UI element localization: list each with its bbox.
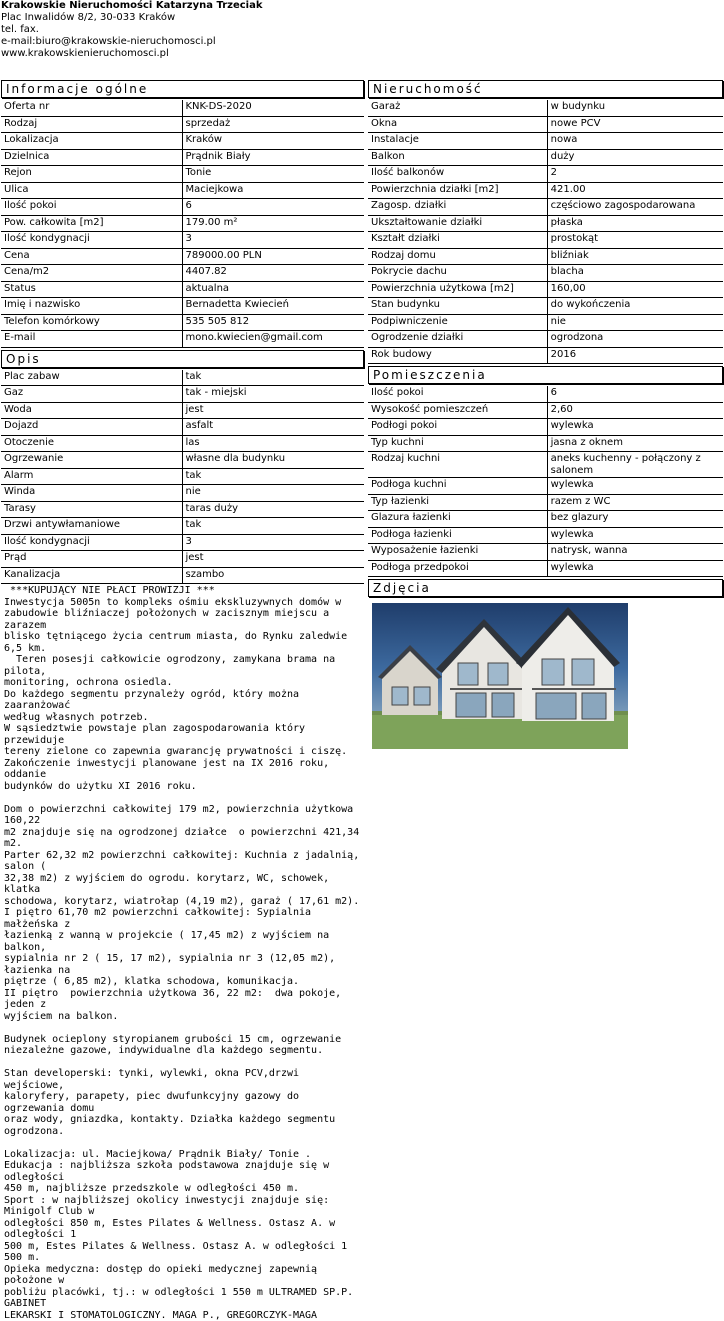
rooms-row-label: Wysokość pomieszczeń xyxy=(368,403,548,420)
property-row-value: nie xyxy=(548,315,723,332)
opis-row xyxy=(1,403,364,420)
opis-row-label: Kanalizacja xyxy=(1,568,183,585)
rooms-row-value: wylewka xyxy=(548,478,723,495)
opis-row-value: las xyxy=(183,436,365,453)
general-row-label: E-mail xyxy=(1,331,183,348)
general-row xyxy=(1,183,364,200)
rooms-row-label: Podłogi pokoi xyxy=(368,419,548,436)
general-row-value: Tonie xyxy=(183,166,365,183)
rooms-row-label: Glazura łazienki xyxy=(368,511,548,528)
general-row-value: sprzedaż xyxy=(183,117,365,134)
opis-row xyxy=(1,452,364,469)
general-row xyxy=(1,265,364,282)
opis-row xyxy=(1,502,364,519)
opis-row-label: Winda xyxy=(1,485,183,502)
section-title-opis: Opis xyxy=(1,350,364,368)
rooms-row-value: wylewka xyxy=(548,561,723,578)
rooms-row xyxy=(368,436,723,453)
general-row-value: Kraków xyxy=(183,133,365,150)
property-row-value: ogrodzona xyxy=(548,331,723,348)
general-row-label: Rodzaj xyxy=(1,117,183,134)
opis-row xyxy=(1,568,364,585)
general-row-value: 789000.00 PLN xyxy=(183,249,365,266)
rooms-row-value: aneks kuchenny - połączony z salonem xyxy=(548,452,723,478)
property-photo[interactable] xyxy=(372,603,628,749)
opis-row-value: szambo xyxy=(183,568,365,585)
general-row-label: Ulica xyxy=(1,183,183,200)
general-row xyxy=(1,315,364,332)
general-row-label: Pow. całkowita [m2] xyxy=(1,216,183,233)
property-row xyxy=(368,183,723,200)
section-title-rooms: Pomieszczenia xyxy=(368,366,723,384)
property-row-label: Pokrycie dachu xyxy=(368,265,548,282)
opis-row-value: asfalt xyxy=(183,419,365,436)
general-row-value: Bernadetta Kwiecień xyxy=(183,298,365,315)
property-row-value: blacha xyxy=(548,265,723,282)
rooms-row xyxy=(368,403,723,420)
general-row-value: Maciejkowa xyxy=(183,183,365,200)
agency-email: e-mail:biuro@krakowskie-nieruchomosci.pl xyxy=(1,36,216,47)
property-row-value: płaska xyxy=(548,216,723,233)
opis-row-label: Prąd xyxy=(1,551,183,568)
rooms-row-value: wylewka xyxy=(548,528,723,545)
rooms-row-label: Ilość pokoi xyxy=(368,386,548,403)
general-row xyxy=(1,133,364,150)
general-row-label: Ilość kondygnacji xyxy=(1,232,183,249)
property-row xyxy=(368,100,723,117)
opis-row-label: Plac zabaw xyxy=(1,370,183,387)
opis-row-label: Ilość kondygnacji xyxy=(1,535,183,552)
agency-address: Plac Inwalidów 8/2, 30-033 Kraków xyxy=(1,12,176,23)
opis-row xyxy=(1,370,364,387)
opis-row-value: 3 xyxy=(183,535,365,552)
rooms-row-label: Podłoga przedpokoi xyxy=(368,561,548,578)
opis-row xyxy=(1,419,364,436)
opis-row-value: tak xyxy=(183,518,365,535)
opis-row-label: Gaz xyxy=(1,386,183,403)
property-row-label: Powierzchnia działki [m2] xyxy=(368,183,548,200)
property-row xyxy=(368,315,723,332)
opis-row-value: jest xyxy=(183,403,365,420)
section-title-general: Informacje ogólne xyxy=(1,80,364,98)
property-row-label: Zagosp. działki xyxy=(368,199,548,216)
general-row-label: Telefon komórkowy xyxy=(1,315,183,332)
rooms-row xyxy=(368,452,723,478)
general-info-table xyxy=(1,100,364,348)
house-rendering-image xyxy=(372,603,628,749)
opis-row xyxy=(1,386,364,403)
agency-website: www.krakowskienieruchomosci.pl xyxy=(1,48,169,59)
property-row-label: Ilość balkonów xyxy=(368,166,548,183)
general-row xyxy=(1,150,364,167)
opis-row-label: Woda xyxy=(1,403,183,420)
rooms-row xyxy=(368,386,723,403)
general-row xyxy=(1,331,364,348)
general-row-value: 535 505 812 xyxy=(183,315,365,332)
opis-row-value: nie xyxy=(183,485,365,502)
rooms-row-value: jasna z oknem xyxy=(548,436,723,453)
rooms-row-label: Podłoga kuchni xyxy=(368,478,548,495)
general-row-label: Cena/m2 xyxy=(1,265,183,282)
general-row-label: Dzielnica xyxy=(1,150,183,167)
opis-row-label: Dojazd xyxy=(1,419,183,436)
property-row-value: nowe PCV xyxy=(548,117,723,134)
property-row-value: nowa xyxy=(548,133,723,150)
general-row-value: 6 xyxy=(183,199,365,216)
property-row-value: bliźniak xyxy=(548,249,723,266)
rooms-row-label: Rodzaj kuchni xyxy=(368,452,548,478)
general-row-value: 3 xyxy=(183,232,365,249)
opis-row-label: Alarm xyxy=(1,469,183,486)
opis-row xyxy=(1,535,364,552)
property-row xyxy=(368,133,723,150)
general-row-label: Rejon xyxy=(1,166,183,183)
general-row-value: aktualna xyxy=(183,282,365,299)
property-row-label: Stan budynku xyxy=(368,298,548,315)
opis-row-value: tak xyxy=(183,370,365,387)
opis-row-value: własne dla budynku xyxy=(183,452,365,469)
rooms-row xyxy=(368,528,723,545)
property-row-value: prostokąt xyxy=(548,232,723,249)
rooms-row-value: bez glazury xyxy=(548,511,723,528)
opis-row xyxy=(1,485,364,502)
property-row xyxy=(368,298,723,315)
property-row-label: Ukształtowanie działki xyxy=(368,216,548,233)
property-row-label: Kształt działki xyxy=(368,232,548,249)
general-row-value: KNK-DS-2020 xyxy=(183,100,365,117)
rooms-row-value: 6 xyxy=(548,386,723,403)
rooms-row-label: Wyposażenie łazienki xyxy=(368,544,548,561)
property-table xyxy=(368,100,723,364)
general-row-label: Imię i nazwisko xyxy=(1,298,183,315)
opis-row-label: Ogrzewanie xyxy=(1,452,183,469)
property-row-value: 2016 xyxy=(548,348,723,365)
general-row xyxy=(1,100,364,117)
property-row-value: 160,00 xyxy=(548,282,723,299)
rooms-row xyxy=(368,561,723,578)
rooms-row-value: natrysk, wanna xyxy=(548,544,723,561)
property-row-label: Garaż xyxy=(368,100,548,117)
opis-row xyxy=(1,551,364,568)
agency-header xyxy=(1,0,263,60)
general-row-label: Ilość pokoi xyxy=(1,199,183,216)
opis-row-label: Tarasy xyxy=(1,502,183,519)
property-row xyxy=(368,117,723,134)
rooms-row-label: Podłoga łazienki xyxy=(368,528,548,545)
property-row xyxy=(368,265,723,282)
general-row xyxy=(1,298,364,315)
property-row xyxy=(368,150,723,167)
rooms-row-value: razem z WC xyxy=(548,495,723,512)
section-title-property: Nieruchomość xyxy=(368,80,723,98)
photo-gallery xyxy=(368,599,723,753)
rooms-row-label: Typ łazienki xyxy=(368,495,548,512)
opis-row-value: jest xyxy=(183,551,365,568)
property-row xyxy=(368,199,723,216)
property-row-value: 421.00 xyxy=(548,183,723,200)
offer-description: ***KUPUJĄCY NIE PŁACI PROWIZJI *** Inwestycja 5005n to kompleks ośmiu ekskluzywnych domów w zabudowie bliźniaczej położonych w zacisznym miejscu a zarazem blisko tętniącego życia centrum miasta, do Rynku zaledwie 6,5 km. Teren posesji całkowicie ogrodzony, zamykana brama na pilota, monitoring, ochrona osiedla. Do każdego segmentu przynależy ogród, który można zaaranżować według własnych potrzeb. W sąsiedztwie powstaje plan zagospodarowania który przewiduje tereny zielone co zapewnia gwarancję prywatności i ciszę. Zakończenie inwestycji planowane jest na IX 2016 roku, oddanie budynków do użytku XI 2016 roku. Dom o powierzchni całkowitej 179 m2, powierzchnia użytkowa 160,22 m2 znajduje się na ogrodzonej działce o powierzchni 421,34 m2. Parter 62,32 m2 powierzchni całkowitej: Kuchnia z jadalnią, salon ( 32,38 m2) z wyjściem do ogrodu. korytarz, WC, schowek, klatka schodowa, korytarz, wiatrołap (4,19 m2), garaż ( 17,61 m2). I piętro 61,70 m2 powierzchni całkowitej: Sypialnia małżeńska z łazienką z wanną w projekcie ( 17,45 m2) z wyjściem na balkon, sypialnia nr 2 ( 15, 17 m2), sypialnia nr 3 (12,05 m2), łazienka na piętrze ( 6,85 m2), klatka schodowa, komunikacja. II piętro powierzchnia użytkowa 36, 22 m2: dwa pokoje, jeden z wyjściem na balkon. Budynek ocieplony styropianem grubości 15 cm, ogrzewanie niezależne gazowe, indywidualne dla każdego segmentu. Stan developerski: tynki, wylewki, okna PCV,drzwi wejściowe, kaloryfery, parapety, piec dwufunkcyjny gazowy do ogrzewania domu oraz wody, gniazdka, kontakty. Działka każdego segmentu ogrodzona. Lokalizacja: ul. Maciejkowa/ Prądnik Biały/ Tonie . Edukacja : najbliższa szkoła podstawowa znajduje się w odległości 450 m, najbliższe przedszkole w odległości 450 m. Sport : w najbliższej okolicy inwestycji znajduje się: Minigolf Club w odległości 850 m, Estes Pilates & Wellness. Ostasz A. w odległości 1 500 m, Estes Pilates & Wellness. Ostasz A. w odległości 1 500 m. Opieka medyczna: dostęp do opieki medycznej zapewnią położone w pobliżu placówki, tj.: w odległości 1 550 m ULTRAMED SP.P. GABINET LEKARSKI I STOMATOLOGICZNY. MAGA P., GREGORCZYK-MAGA xyxy=(4,585,360,1321)
agency-name: Krakowskie Nieruchomości Katarzyna Trzeciak xyxy=(1,0,263,11)
opis-row-value: tak - miejski xyxy=(183,386,365,403)
opis-row xyxy=(1,436,364,453)
property-row xyxy=(368,216,723,233)
general-row xyxy=(1,282,364,299)
general-row xyxy=(1,199,364,216)
rooms-row-label: Typ kuchni xyxy=(368,436,548,453)
agency-phone: tel. fax. xyxy=(1,24,39,35)
rooms-row xyxy=(368,495,723,512)
opis-table xyxy=(1,370,364,585)
rooms-row xyxy=(368,478,723,495)
opis-row xyxy=(1,469,364,486)
rooms-row-value: wylewka xyxy=(548,419,723,436)
general-row xyxy=(1,166,364,183)
opis-row xyxy=(1,518,364,535)
general-row xyxy=(1,216,364,233)
property-row xyxy=(368,348,723,365)
opis-row-label: Drzwi antywłamaniowe xyxy=(1,518,183,535)
general-row xyxy=(1,117,364,134)
general-row xyxy=(1,232,364,249)
general-row-label: Oferta nr xyxy=(1,100,183,117)
general-row-value: 179.00 m² xyxy=(183,216,365,233)
property-row-label: Instalacje xyxy=(368,133,548,150)
property-row xyxy=(368,232,723,249)
general-row-value: mono.kwiecien@gmail.com xyxy=(183,331,365,348)
opis-row-value: taras duży xyxy=(183,502,365,519)
property-row-value: duży xyxy=(548,150,723,167)
property-row-value: do wykończenia xyxy=(548,298,723,315)
property-row-label: Powierzchnia użytkowa [m2] xyxy=(368,282,548,299)
property-row xyxy=(368,331,723,348)
property-row xyxy=(368,282,723,299)
left-column xyxy=(1,78,364,1321)
property-row xyxy=(368,166,723,183)
property-row-value: częściowo zagospodarowana xyxy=(548,199,723,216)
property-row-label: Rok budowy xyxy=(368,348,548,365)
property-row-value: w budynku xyxy=(548,100,723,117)
general-row-label: Lokalizacja xyxy=(1,133,183,150)
property-row-label: Balkon xyxy=(368,150,548,167)
rooms-row xyxy=(368,511,723,528)
rooms-row-value: 2,60 xyxy=(548,403,723,420)
general-row-label: Status xyxy=(1,282,183,299)
rooms-table xyxy=(368,386,723,577)
rooms-row xyxy=(368,419,723,436)
general-row-label: Cena xyxy=(1,249,183,266)
opis-row-value: tak xyxy=(183,469,365,486)
section-title-photos: Zdjęcia xyxy=(368,579,723,597)
property-row-label: Podpiwniczenie xyxy=(368,315,548,332)
property-row-value: 2 xyxy=(548,166,723,183)
property-row xyxy=(368,249,723,266)
rooms-row xyxy=(368,544,723,561)
right-column xyxy=(368,78,723,753)
property-row-label: Rodzaj domu xyxy=(368,249,548,266)
opis-row-label: Otoczenie xyxy=(1,436,183,453)
general-row xyxy=(1,249,364,266)
property-row-label: Ogrodzenie działki xyxy=(368,331,548,348)
general-row-value: 4407.82 xyxy=(183,265,365,282)
general-row-value: Prądnik Biały xyxy=(183,150,365,167)
property-row-label: Okna xyxy=(368,117,548,134)
